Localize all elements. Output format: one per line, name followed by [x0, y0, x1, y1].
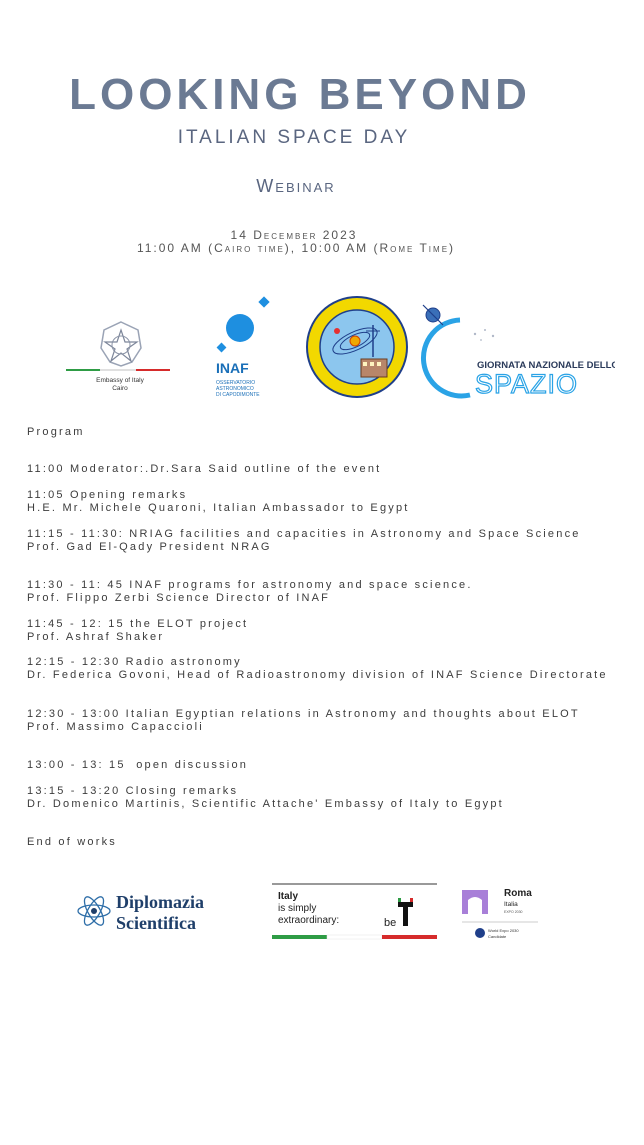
inaf-name: INAF: [216, 360, 249, 376]
roma-arch-icon: [460, 884, 542, 944]
be-text: be: [384, 917, 397, 929]
nriag-seal-icon: [305, 295, 410, 399]
webinar-label: Webinar: [256, 176, 336, 196]
italy-brand-icon: [272, 882, 437, 940]
program-end: End of works: [27, 836, 117, 848]
program-item-speaker: Dr. Federica Govoni, Head of Radioastronomy division of INAF Science Directorate: [27, 669, 608, 681]
scientifica-word: Scientifica: [116, 913, 196, 933]
roma-expo-2030-logo: [460, 884, 542, 944]
embassy-line-2: Cairo: [112, 385, 128, 392]
roma-word: Roma: [504, 888, 532, 899]
page-title: LOOKING BEYOND: [69, 70, 531, 119]
event-date: 14 December 2023: [230, 228, 358, 242]
extraordinary-text: extraordinary:: [278, 915, 340, 926]
expo-2030-text: EXPO 2030: [504, 910, 523, 914]
inaf-planet-icon: [212, 296, 287, 400]
spazio-ring-icon: [415, 300, 615, 400]
program-item-speaker: H.E. Mr. Michele Quaroni, Italian Ambassador to Egypt: [27, 502, 410, 514]
program-item: [27, 785, 637, 811]
event-time: 11:00 AM (Cairo time), 10:00 AM (Rome Time): [136, 241, 456, 255]
nriag-logo: [305, 295, 410, 399]
program-item: [27, 463, 637, 476]
program-item-time-title: 13:00 - 13: 15 open discussion: [27, 759, 249, 771]
inaf-line-1: OSSERVATORIO: [216, 380, 256, 386]
program-item-time-title: 12:30 - 13:00 Italian Egyptian relations in Astronomy and thoughts about ELOT: [27, 708, 580, 720]
inaf-line-3: DI CAPODIMONTE: [216, 392, 260, 398]
program-item: [27, 528, 615, 554]
program-item-speaker: Prof. Ashraf Shaker: [27, 631, 165, 643]
program-item: [27, 618, 637, 644]
program-item-time-title: 11:45 - 12: 15 the ELOT project: [27, 618, 249, 630]
program-item-speaker: Prof. Massimo Capaccioli: [27, 721, 204, 733]
italy-extraordinary-logo: [272, 882, 437, 940]
world-expo-text: World Expo 2030: [488, 928, 519, 933]
spazio-line-1: GIORNATA NAZIONALE DELLO: [477, 360, 615, 371]
program-item-speaker: Dr. Domenico Martinis, Scientific Attache' Embassy of Italy to Egypt: [27, 798, 504, 810]
program-item-time-title: 12:15 - 12:30 Radio astronomy: [27, 656, 242, 668]
program-heading: Program: [27, 426, 85, 438]
giornata-spazio-logo: [415, 300, 615, 400]
program-item-speaker: Prof. Gad El-Qady President NRAG: [27, 541, 272, 553]
program-item-time-title: 11:05 Opening remarks: [27, 489, 188, 501]
italian-emblem-icon: [66, 318, 176, 398]
program-item-time-title: 11:00 Moderator:.Dr.Sara Said outline of the event: [27, 463, 382, 475]
program-item: [27, 489, 637, 515]
program-item: [27, 759, 637, 772]
program-item: [27, 579, 637, 605]
inaf-line-2: ASTRONOMICO: [216, 386, 254, 392]
program-item: [27, 656, 615, 682]
program-item-time-title: 11:30 - 11: 45 INAF programs for astronomy and space science.: [27, 579, 473, 591]
inaf-logo: [212, 296, 287, 400]
italia-word: Italia: [504, 901, 518, 908]
atom-icon: [76, 886, 246, 936]
spazio-word: SPAZIO: [475, 369, 579, 399]
candidate-text: Candidate: [488, 934, 507, 939]
program-item: [27, 708, 632, 734]
program-item-time-title: 11:15 - 11:30: NRIAG facilities and capacities in Astronomy and Space Science: [27, 528, 581, 540]
program-item-time-title: 13:15 - 13:20 Closing remarks: [27, 785, 239, 797]
is-simply-text: is simply: [278, 903, 317, 914]
program-item-speaker: Prof. Flippo Zerbi Science Director of INAF: [27, 592, 331, 604]
diplomazia-word: Diplomazia: [116, 892, 204, 912]
diplomazia-scientifica-logo: [76, 886, 246, 936]
embassy-line-1: Embassy of Italy: [96, 377, 144, 384]
italy-word: Italy: [278, 891, 299, 902]
page-subtitle: ITALIAN SPACE DAY: [177, 127, 411, 148]
embassy-of-italy-logo: [66, 318, 176, 398]
